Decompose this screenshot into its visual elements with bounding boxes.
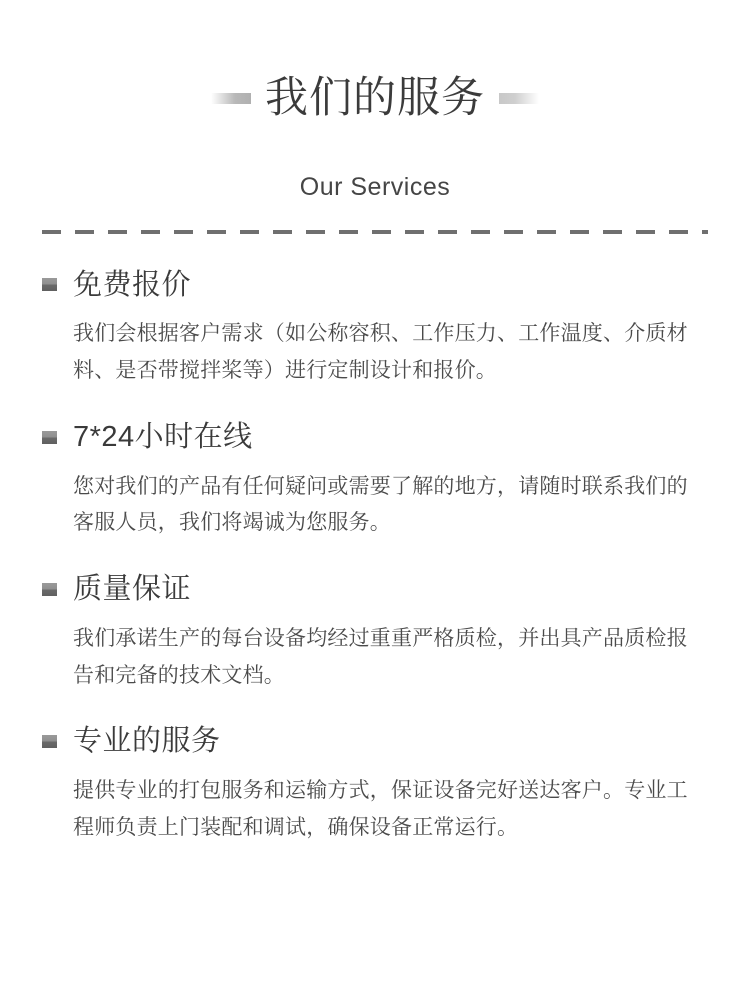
list-item xyxy=(42,572,708,694)
title-rule-right-decoration xyxy=(499,93,539,104)
service-description xyxy=(42,469,708,543)
service-description-text: 您对我们的产品有任何疑问或需要了解的地方，请随时联系我们的客服人员，我们将竭诚为您服务。 xyxy=(73,474,688,535)
service-title: 免费报价 xyxy=(73,268,192,301)
service-description xyxy=(42,621,708,695)
service-description-text: 我们承诺生产的每台设备均经过重重严格质检，并出具产品质检报告和完备的技术文档。 xyxy=(73,626,688,687)
square-bullet-icon xyxy=(42,278,57,291)
list-item xyxy=(42,420,708,542)
page-title: 我们的服务 xyxy=(265,73,485,122)
square-bullet-icon xyxy=(42,583,57,596)
service-title: 专业的服务 xyxy=(73,725,221,758)
title-rule-left-decoration xyxy=(211,93,251,104)
square-bullet-icon xyxy=(42,431,57,444)
service-title: 7*24小时在线 xyxy=(73,420,253,453)
page-header xyxy=(42,0,708,202)
list-item xyxy=(42,268,708,390)
service-title: 质量保证 xyxy=(73,573,192,606)
service-description-text: 提供专业的打包服务和运输方式，保证设备完好送达客户。专业工程师负责上门装配和调试，确保设备正常运行。 xyxy=(73,779,688,840)
service-heading xyxy=(42,724,708,759)
services-list xyxy=(42,268,708,847)
service-heading xyxy=(42,572,708,607)
title-row xyxy=(42,48,708,149)
service-heading xyxy=(42,268,708,303)
service-heading xyxy=(42,420,708,455)
service-description-text: 我们会根据客户需求（如公称容积、工作压力、工作温度、介质材料、是否带搅拌桨等）进行定制设计和报价。 xyxy=(73,322,688,383)
square-bullet-icon xyxy=(42,735,57,748)
service-description xyxy=(42,316,708,390)
service-description xyxy=(42,773,708,847)
dashed-divider xyxy=(42,230,708,234)
page-subtitle: Our Services xyxy=(299,172,451,201)
list-item xyxy=(42,724,708,846)
